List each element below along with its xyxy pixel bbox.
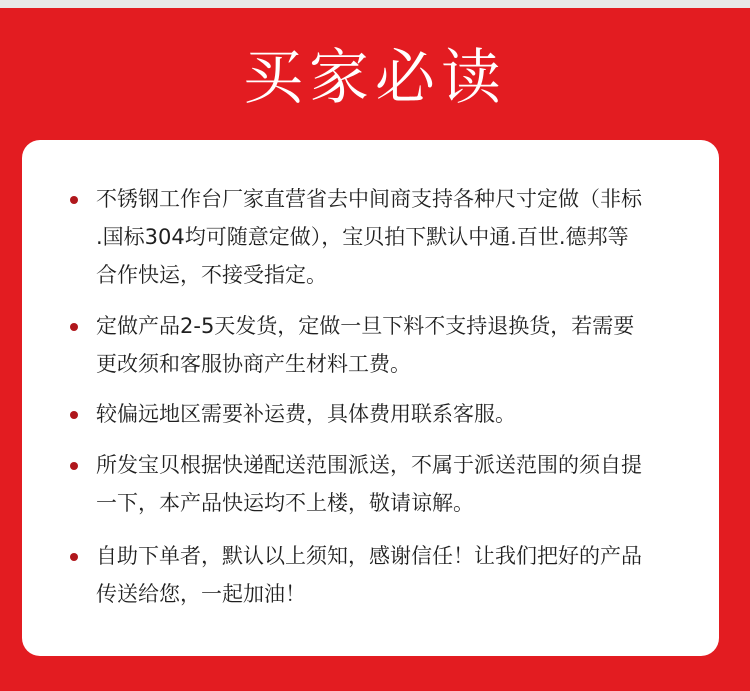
bullet-dot-icon <box>70 553 78 561</box>
notice-text: 所发宝贝根据快递配送范围派送，不属于派送范围的须自提 一下，本产品快运均不上楼，敬请谅解。 <box>96 453 642 515</box>
notice-text: 较偏远地区需要补运费，具体费用联系客服。 <box>96 402 516 426</box>
bullet-dot-icon <box>70 323 78 331</box>
notice-card <box>22 140 719 656</box>
notice-text: 不锈钢工作台厂家直营省去中间商支持各种尺寸定做（非标 .国标304均可随意定做），宝贝拍下默认中通.百世.德邦等 合作快运，不接受指定。 <box>96 187 642 287</box>
bullet-dot-icon <box>70 411 78 419</box>
top-band <box>0 0 750 8</box>
bullet-dot-icon <box>70 462 78 470</box>
bullet-dot-icon <box>70 196 78 204</box>
notice-text: 定做产品2-5天发货，定做一旦下料不支持退换货，若需要 更改须和客服协商产生材料工费。 <box>96 314 635 376</box>
page-title: 买家必读 <box>243 43 507 113</box>
notice-text: 自助下单者，默认以上须知，感谢信任！让我们把好的产品 传送给您，一起加油！ <box>96 544 642 606</box>
